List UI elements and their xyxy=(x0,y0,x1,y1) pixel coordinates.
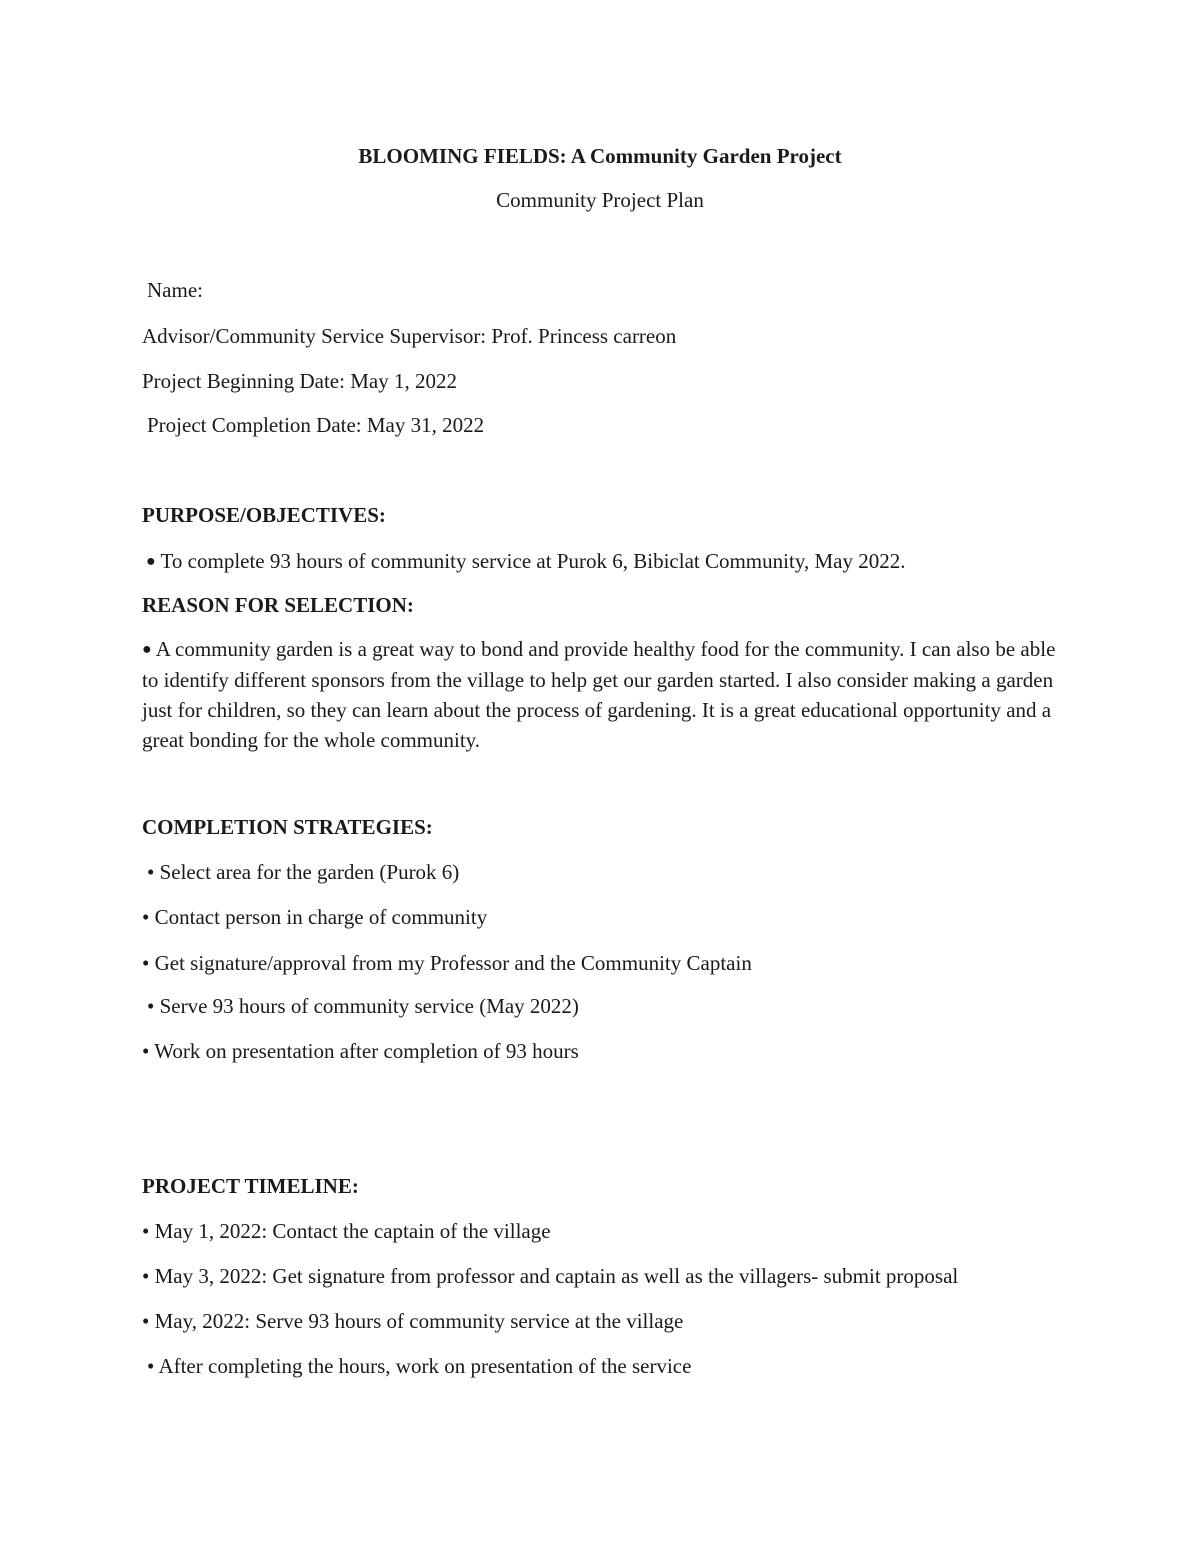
reason-heading: REASON FOR SELECTION: xyxy=(142,593,414,617)
strategy-item: • Work on presentation after completion of 93 hours xyxy=(142,1039,579,1063)
bullet-icon: ● xyxy=(142,641,152,658)
reason-text: A community garden is a great way to bond and provide healthy food for the community. I can also be able to identify different sponsors from the village to help get our garden started. I also consider making a garden just for children, so they can learn about the process of gardening. It is a great educational opportunity and a great bonding for the whole community. xyxy=(142,637,1056,752)
advisor-field: Advisor/Community Service Supervisor: Prof. Princess carreon xyxy=(142,324,677,348)
bullet-icon: ● xyxy=(146,553,156,570)
timeline-heading: PROJECT TIMELINE: xyxy=(142,1174,359,1198)
document-subtitle: Community Project Plan xyxy=(496,188,704,212)
strategies-heading: COMPLETION STRATEGIES: xyxy=(142,815,433,839)
strategy-item: • Get signature/approval from my Professor and the Community Captain xyxy=(142,951,752,975)
purpose-item xyxy=(146,546,905,577)
timeline-item: • After completing the hours, work on presentation of the service xyxy=(147,1354,692,1378)
name-field: Name: xyxy=(147,278,203,302)
timeline-item: • May 3, 2022: Get signature from professor and captain as well as the villagers- submit proposal xyxy=(142,1264,959,1288)
purpose-item-text: To complete 93 hours of community service at Purok 6, Bibiclat Community, May 2022. xyxy=(160,549,906,573)
strategy-item: • Serve 93 hours of community service (May 2022) xyxy=(147,994,579,1018)
reason-paragraph xyxy=(142,634,1072,755)
purpose-heading: PURPOSE/OBJECTIVES: xyxy=(142,503,386,527)
beginning-date-field: Project Beginning Date: May 1, 2022 xyxy=(142,369,457,393)
completion-date-field: Project Completion Date: May 31, 2022 xyxy=(147,413,485,437)
timeline-item: • May 1, 2022: Contact the captain of the village xyxy=(142,1219,551,1243)
document-title: BLOOMING FIELDS: A Community Garden Project xyxy=(358,144,842,168)
strategy-item: • Select area for the garden (Purok 6) xyxy=(147,860,460,884)
timeline-item: • May, 2022: Serve 93 hours of community service at the village xyxy=(142,1309,684,1333)
strategy-item: • Contact person in charge of community xyxy=(142,905,488,929)
